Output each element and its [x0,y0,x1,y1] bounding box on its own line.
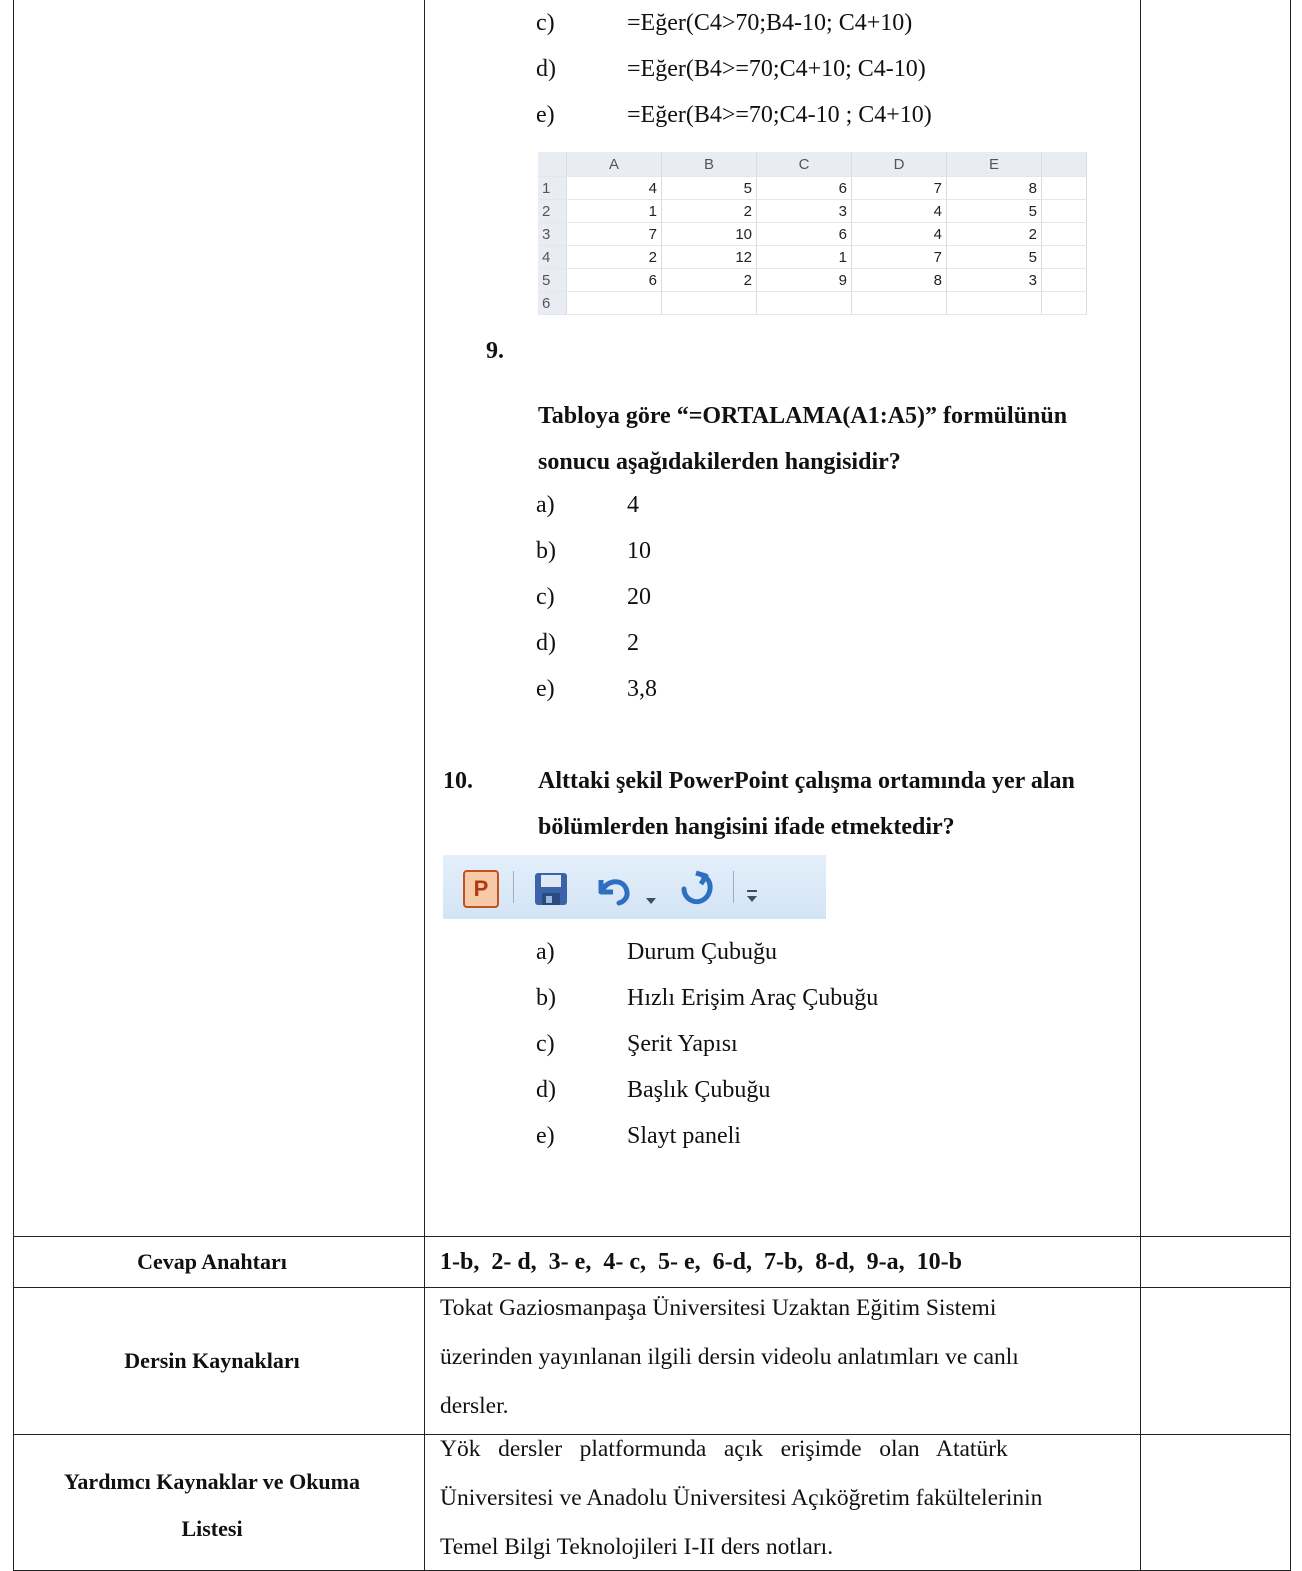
table-border-right [1290,0,1291,1571]
option-text: Şerit Yapısı [627,1031,738,1057]
cell: 5 [947,246,1042,269]
cell [1042,292,1087,315]
option-letter: c) [536,10,555,36]
toolbar-separator [733,871,734,903]
option-letter: d) [536,1077,556,1103]
cell: 10 [662,223,757,246]
cell [1042,269,1087,292]
column-header: E [947,152,1042,177]
question-10-text: bölümlerden hangisini ifade etmektedir? [538,814,955,840]
option-text: =Eğer(B4>=70;C4-10 ; C4+10) [627,102,932,128]
cell: 8 [947,177,1042,200]
option-text: Hızlı Erişim Araç Çubuğu [627,985,879,1011]
reading-list-label: Yardımcı Kaynaklar ve Okuma [63,1469,360,1494]
option-letter: a) [536,492,555,518]
cell: 4 [852,223,947,246]
cell: 8 [852,269,947,292]
option-text: 20 [627,584,651,610]
cell [1042,223,1087,246]
option-text: 3,8 [627,676,657,702]
reading-list-text: Üniversitesi ve Anadolu Üniversitesi Açıköğretim fakültelerinin [440,1485,1043,1511]
question-10-number: 10. [443,768,473,794]
row-header: 2 [538,200,567,223]
option-text: =Eğer(B4>=70;C4+10; C4-10) [627,56,926,82]
column-header: B [662,152,757,177]
toolbar-separator [513,871,514,903]
cell [1042,177,1087,200]
table-border-col1 [424,0,425,1571]
column-header: D [852,152,947,177]
option-text: =Eğer(C4>70;B4-10; C4+10) [627,10,913,36]
column-header: C [757,152,852,177]
row-divider [13,1236,1291,1237]
cell: 5 [947,200,1042,223]
cell [567,292,662,315]
reading-list-text: Temel Bilgi Teknolojileri I-II ders notları. [440,1534,834,1560]
option-text: Durum Çubuğu [627,939,777,965]
spreadsheet-corner [538,152,567,177]
cell: 6 [757,177,852,200]
question-9-text: Tabloya göre “=ORTALAMA(A1:A5)” formülünün [538,403,1068,429]
cell: 2 [567,246,662,269]
row-header: 1 [538,177,567,200]
table-row [538,223,1087,246]
option-text: 2 [627,630,639,656]
cell: 3 [947,269,1042,292]
option-letter: c) [536,1031,555,1057]
column-header: A [567,152,662,177]
table-row [538,177,1087,200]
course-sources-text: Tokat Gaziosmanpaşa Üniversitesi Uzaktan Eğitim Sistemi [440,1295,997,1321]
powerpoint-icon: P [463,870,499,908]
question-9-number: 9. [486,338,504,364]
cell [852,292,947,315]
cell: 5 [662,177,757,200]
spreadsheet-image [538,152,1087,315]
cell [757,292,852,315]
cell: 4 [852,200,947,223]
cell [1042,246,1087,269]
option-letter: e) [536,102,555,128]
option-letter: d) [536,56,556,82]
option-letter: e) [536,1123,555,1149]
cell: 2 [947,223,1042,246]
cell [662,292,757,315]
row-header: 3 [538,223,567,246]
cell: 1 [757,246,852,269]
option-text: Başlık Çubuğu [627,1077,771,1103]
cell [947,292,1042,315]
cell: 2 [662,269,757,292]
cell: 6 [757,223,852,246]
column-header-extra [1042,152,1087,177]
cell [1042,200,1087,223]
save-icon [533,870,569,908]
quick-access-toolbar-image [443,855,826,919]
cell: 4 [567,177,662,200]
course-sources-text: dersler. [440,1393,509,1419]
option-letter: c) [536,584,555,610]
cell: 7 [852,246,947,269]
reading-list-text: Yök dersler platformunda açık erişimde olan Atatürk [440,1436,1008,1462]
answer-key-value: 1-b, 2- d, 3- e, 4- c, 5- e, 6-d, 7-b, 8-d, 9-a, 10-b [440,1249,962,1275]
row-header: 5 [538,269,567,292]
reading-list-label: Listesi [181,1516,243,1541]
option-letter: a) [536,939,555,965]
course-sources-text: üzerinden yayınlanan ilgili dersin videolu anlatımları ve canlı [440,1344,1019,1370]
cell: 7 [852,177,947,200]
question-10-text: Alttaki şekil PowerPoint çalışma ortamında yer alan [538,768,1075,794]
answer-key-label: Cevap Anahtarı [137,1249,287,1274]
table-border-left [13,0,14,1571]
row-divider [13,1287,1291,1288]
option-letter: e) [536,676,555,702]
dropdown-arrow-icon [645,882,657,920]
customize-icon [745,877,759,915]
cell: 1 [567,200,662,223]
row-header: 6 [538,292,567,315]
table-row [538,200,1087,223]
course-sources-label: Dersin Kaynakları [124,1348,300,1373]
option-letter: b) [536,538,556,564]
option-text: 10 [627,538,651,564]
option-letter: b) [536,985,556,1011]
cell: 9 [757,269,852,292]
undo-icon [593,869,635,907]
cell: 6 [567,269,662,292]
table-row [538,246,1087,269]
cell: 12 [662,246,757,269]
table-row [538,292,1087,315]
option-text: 4 [627,492,639,518]
option-text: Slayt paneli [627,1123,741,1149]
option-letter: d) [536,630,556,656]
row-header: 4 [538,246,567,269]
table-row [538,269,1087,292]
cell: 7 [567,223,662,246]
cell: 2 [662,200,757,223]
redo-icon [679,869,715,907]
question-9-text: sonucu aşağıdakilerden hangisidir? [538,449,901,475]
cell: 3 [757,200,852,223]
table-border-col2 [1140,0,1141,1571]
